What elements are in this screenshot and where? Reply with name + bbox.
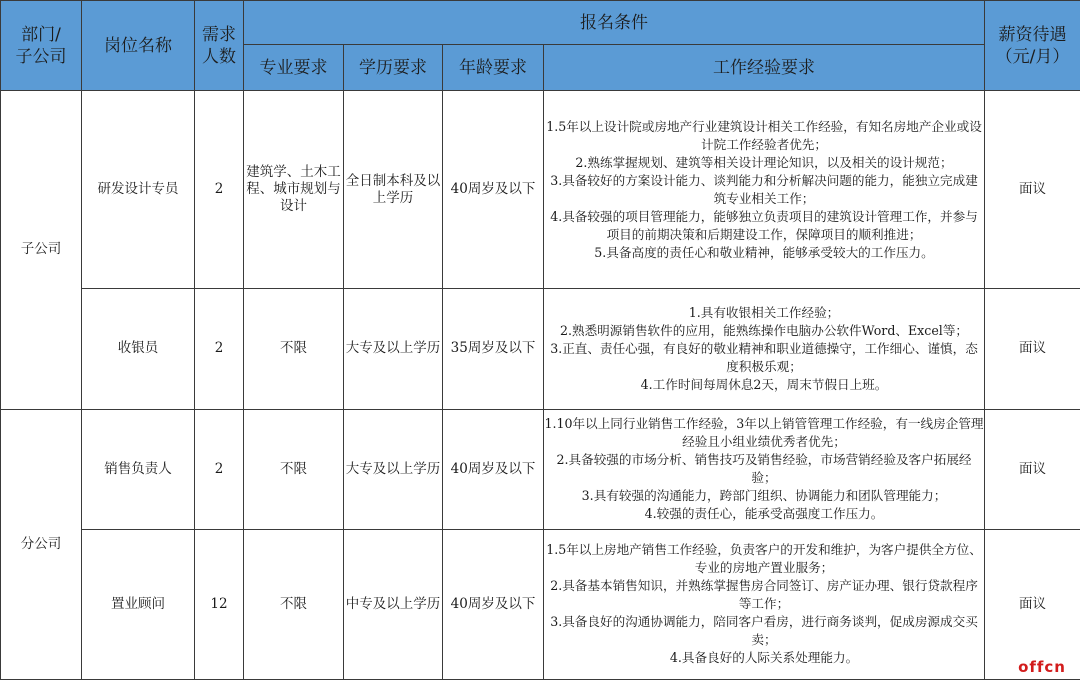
count-cell: 12 — [195, 529, 244, 679]
education-cell: 大专及以上学历 — [344, 409, 443, 529]
requirement-line: 1.5年以上房地产销售工作经验，负责客户的开发和维护，为客户提供全方位、专业的房地产置业服务； — [546, 542, 982, 576]
requirement-line: 3.具备良好的沟通协调能力，陪同客户看房，进行商务谈判，促成房源成交买卖； — [550, 614, 978, 648]
table-row — [1, 409, 1080, 529]
education-cell: 全日制本科及以上学历 — [344, 91, 443, 289]
salary-cell: 面议 — [985, 289, 1080, 409]
salary-cell: 面议 — [985, 91, 1080, 289]
count-cell: 2 — [195, 289, 244, 409]
salary-cell: 面议 — [985, 529, 1080, 679]
education-cell: 中专及以上学历 — [344, 529, 443, 679]
position-cell: 收银员 — [82, 289, 195, 409]
requirement-line: 3.具有较强的沟通能力，跨部门组织、协调能力和团队管理能力； — [581, 488, 947, 504]
table-row — [1, 289, 1080, 409]
requirement-line: 2.熟悉明源销售软件的应用，能熟练操作电脑办公软件Word、Excel等； — [559, 322, 969, 338]
header-count: 需求 人数 — [195, 1, 244, 91]
requirement-line: 4.较强的责任心，能承受高强度工作压力。 — [644, 506, 884, 522]
age-cell: 40周岁及以下 — [443, 529, 544, 679]
header-experience: 工作经验要求 — [544, 45, 985, 91]
requirement-line: 1.5年以上设计院或房地产行业建筑设计相关工作经验，有知名房地产企业或设计院工作经验者优先； — [546, 118, 982, 152]
education-cell: 大专及以上学历 — [344, 289, 443, 409]
header-education: 学历要求 — [344, 45, 443, 91]
major-cell: 不限 — [244, 409, 344, 529]
requirement-line: 1.10年以上同行业销售工作经验，3年以上销管管理工作经验，有一线房企管理经验且小组业绩优秀者优先； — [544, 416, 984, 450]
requirement-line: 2.具备较强的市场分析、销售技巧及销售经验，市场营销经验及客户拓展经验； — [556, 452, 972, 486]
table-row — [1, 91, 1080, 289]
header-salary: 薪资待遇 （元/月） — [985, 1, 1080, 91]
requirement-line: 2.具备基本销售知识，并熟练掌握售房合同签订、房产证办理、银行贷款程序等工作； — [550, 578, 978, 612]
requirement-line: 4.具备较强的项目管理能力，能够独立负责项目的建筑设计管理工作，并参与项目的前期决策和后期建设工作，保障项目的顺利推进； — [550, 208, 978, 242]
requirement-line: 4.工作时间每周休息2天，周末节假日上班。 — [640, 376, 888, 392]
count-cell: 2 — [195, 91, 244, 289]
major-cell: 建筑学、土木工程、城市规划与设计 — [244, 91, 344, 289]
dept-cell: 子公司 — [1, 91, 82, 410]
experience-cell — [544, 91, 985, 289]
requirement-line: 2.熟练掌握规划、建筑等相关设计理论知识，以及相关的设计规范； — [575, 154, 953, 170]
position-cell: 销售负责人 — [82, 409, 195, 529]
dept-cell: 分公司 — [1, 409, 82, 679]
position-cell: 研发设计专员 — [82, 91, 195, 289]
age-cell: 40周岁及以下 — [443, 91, 544, 289]
experience-cell — [544, 409, 985, 529]
position-cell: 置业顾问 — [82, 529, 195, 679]
requirement-line: 3.正直、责任心强，有良好的敬业精神和职业道德操守，工作细心、谨慎，态度积极乐观； — [550, 340, 978, 374]
requirement-line: 1.具有收银相关工作经验； — [688, 304, 840, 320]
major-cell: 不限 — [244, 289, 344, 409]
requirement-line: 4.具备良好的人际关系处理能力。 — [669, 650, 859, 666]
requirement-line: 3.具备较好的方案设计能力、谈判能力和分析解决问题的能力，能独立完成建筑专业相关工作； — [550, 172, 978, 206]
major-cell: 不限 — [244, 529, 344, 679]
header-conditions: 报名条件 — [244, 1, 985, 45]
age-cell: 40周岁及以下 — [443, 409, 544, 529]
salary-cell: 面议 — [985, 409, 1080, 529]
header-dept: 部门/ 子公司 — [1, 1, 82, 91]
header-major: 专业要求 — [244, 45, 344, 91]
requirement-line: 5.具备高度的责任心和敬业精神，能够承受较大的工作压力。 — [594, 244, 934, 260]
age-cell: 35周岁及以下 — [443, 289, 544, 409]
offcn-watermark: offcn — [1018, 658, 1066, 676]
table-row — [1, 529, 1080, 679]
experience-cell — [544, 289, 985, 409]
experience-cell — [544, 529, 985, 679]
count-cell: 2 — [195, 409, 244, 529]
header-age: 年龄要求 — [443, 45, 544, 91]
header-position: 岗位名称 — [82, 1, 195, 91]
